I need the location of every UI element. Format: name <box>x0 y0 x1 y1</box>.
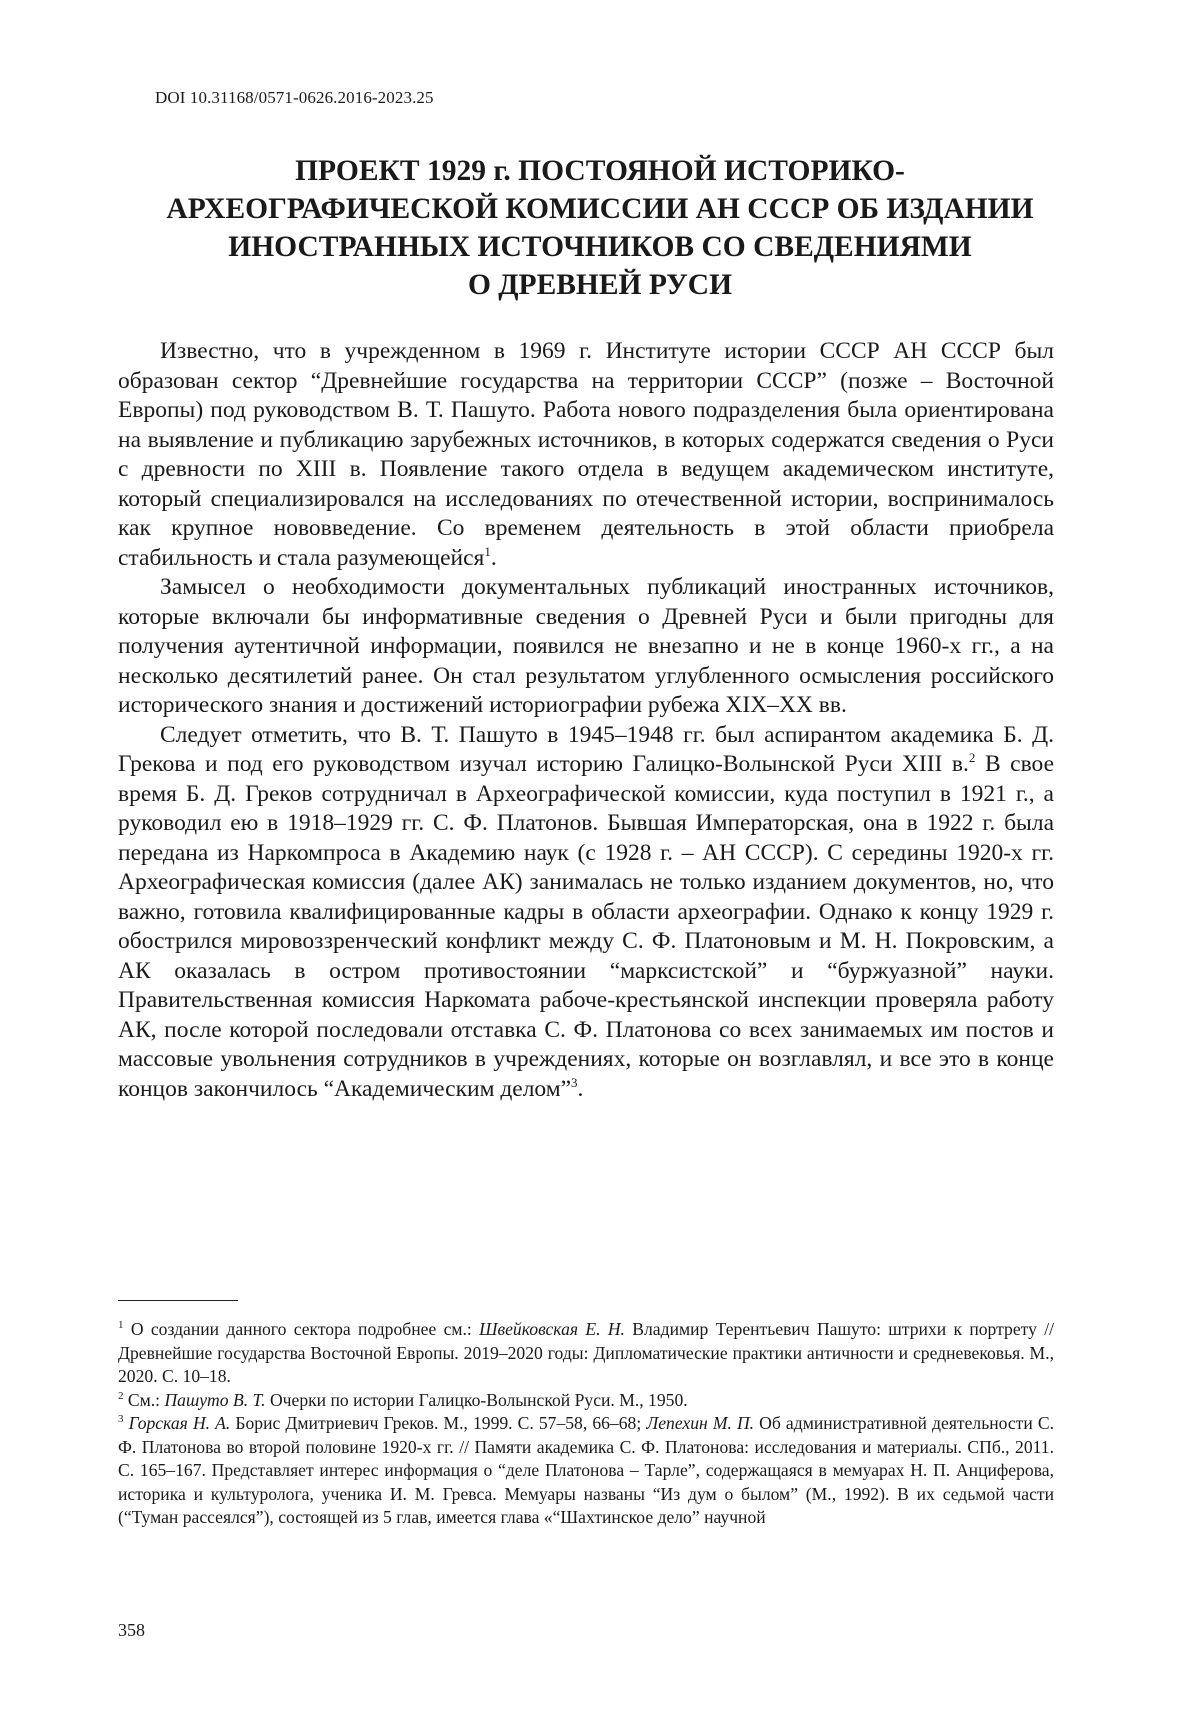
title-line: ПРОЕКТ 1929 г. ПОСТОЯНОЙ ИСТОРИКО- <box>295 155 905 187</box>
page-number: 358 <box>118 1620 145 1640</box>
article-title <box>115 152 1085 304</box>
body-paragraph <box>118 337 1054 573</box>
paragraph-end: . <box>490 544 497 571</box>
footnote-number: 2 <box>118 1389 124 1402</box>
body-paragraph <box>118 573 1054 721</box>
footnote <box>118 1412 1054 1530</box>
title-line: АРХЕОГРАФИЧЕСКОЙ КОМИССИИ АН СССР ОБ ИЗДАНИИ <box>166 193 1034 225</box>
footnote-text: См.: <box>123 1389 165 1410</box>
paragraph-text: Известно, что в учрежденном в 1969 г. Институте истории СССР АН СССР был образован сектор “Древнейшие государства на территории СССР” (позже – Восточной Европы) под руководством В. Т. Пашуто. Работа нового подразделения была ориентирована на выявление и публикацию зарубежных источников, в которых содержатся сведения о Руси с древности по XIII в. Появление такого отдела в ведущем академическом институте, который специализировался на исследованиях по отечественной истории, воспринималось как крупное нововведение. Со временем деятельность в этой области приобрела стабильность и стала разумеющейся <box>118 338 1054 571</box>
footnote-ref: 3 <box>571 1074 578 1090</box>
title-line: ИНОСТРАННЫХ ИСТОЧНИКОВ СО СВЕДЕНИЯМИ <box>228 231 972 263</box>
footnotes <box>118 1318 1054 1530</box>
footnote-author: Швейковская Е. Н. <box>479 1319 625 1339</box>
footnote-ref: 1 <box>484 543 491 559</box>
body-paragraph <box>118 721 1054 1105</box>
article-body <box>118 337 1054 1104</box>
footnote-author: Горская Н. А. <box>128 1413 231 1433</box>
footnote-divider <box>118 1300 238 1301</box>
footnote-text: Об административной деятельности С. Ф. Платонова во второй половине 1920-х гг. // Памяти академика С. Ф. Платонова: исследования и материалы. СПб., 2011. С. 165–167. Представляет интерес информация о “деле Платонова – Тарле”, содержащаяся в мемуарах Н. П. Анциферова, историка и культуролога, ученика И. М. Гревса. Мемуары названы “Из дум о былом” (М., 1992). В их седьмой части (“Туман рассеялся”), состоящей из 5 глав, имеется глава «“Шахтинское дело” научной <box>118 1413 1054 1527</box>
paragraph-end: . <box>577 1075 584 1102</box>
paragraph-text: В свое время Б. Д. Греков сотрудничал в Археографической комиссии, куда поступил в 1921 г., а руководил ею в 1918–1929 гг. С. Ф. Платонов. Бывшая Императорская, она в 1922 г. была передана из Наркомпроса в Академию наук (с 1928 г. – АН СССР). С середины 1920-х гг. Археографическая комиссия (далее АК) занималась не только изданием документов, но, что важно, готовила квалифицированные кадры в области археографии. Однако к концу 1929 г. обострился мировоззренческий конфликт между С. Ф. Платоновым и М. Н. Покровским, а АК оказалась в остром противостоянии “марксистской” и “буржуазной” науки. Правительственная комиссия Наркомата рабоче-крестьянской инспекции проверяла работу АК, после которой последовали отставка С. Ф. Платонова со всех занимаемых им постов и массовые увольнения сотрудников в учреждениях, которые он возглавлял, и все это в конце концов закончилось “Академическим делом” <box>118 751 1054 1102</box>
footnote-author: Пашуто В. Т. <box>164 1389 266 1410</box>
footnote-author: Лепехин М. П. <box>646 1413 755 1433</box>
footnote <box>118 1389 1054 1413</box>
footnote-ref: 2 <box>968 750 976 766</box>
footnote-number: 1 <box>118 1319 124 1332</box>
footnote-number: 3 <box>118 1413 124 1426</box>
footnote-text: Владимир Терентьевич Пашуто: штрихи к портрету // Древнейшие государства Восточной Европы. 2019–2020 годы: Дипломатические практики античности и средневековья. М., 2020. С. 10–18. <box>118 1319 1054 1386</box>
footnote-text: Борис Дмитриевич Греков. М., 1999. С. 57–58, 66–68; <box>230 1413 647 1433</box>
paragraph-text: Следует отметить, что В. Т. Пашуто в 1945–1948 гг. был аспирантом академика Б. Д. Грекова и под его руководством изучал историю Галицко-Волынской Руси XIII в. <box>118 721 1054 777</box>
footnote-text: Очерки по истории Галицко-Волынской Руси. М., 1950. <box>265 1389 688 1410</box>
doi-header: DOI 10.31168/0571-0626.2016-2023.25 <box>155 88 434 107</box>
footnote <box>118 1318 1054 1389</box>
paragraph-text: Замысел о необходимости документальных публикаций иностранных источников, которые включали бы информативные сведения о Древней Руси и были пригодны для получения аутентичной информации, появился не внезапно и не в конце 1960-х гг., а на несколько десятилетий ранее. Он стал результатом углубленного осмысления российского исторического знания и достижений историографии рубежа XIX–XX вв. <box>118 574 1054 718</box>
footnote-text: О создании данного сектора подробнее см.: <box>123 1319 480 1339</box>
title-line: О ДРЕВНЕЙ РУСИ <box>467 269 733 301</box>
